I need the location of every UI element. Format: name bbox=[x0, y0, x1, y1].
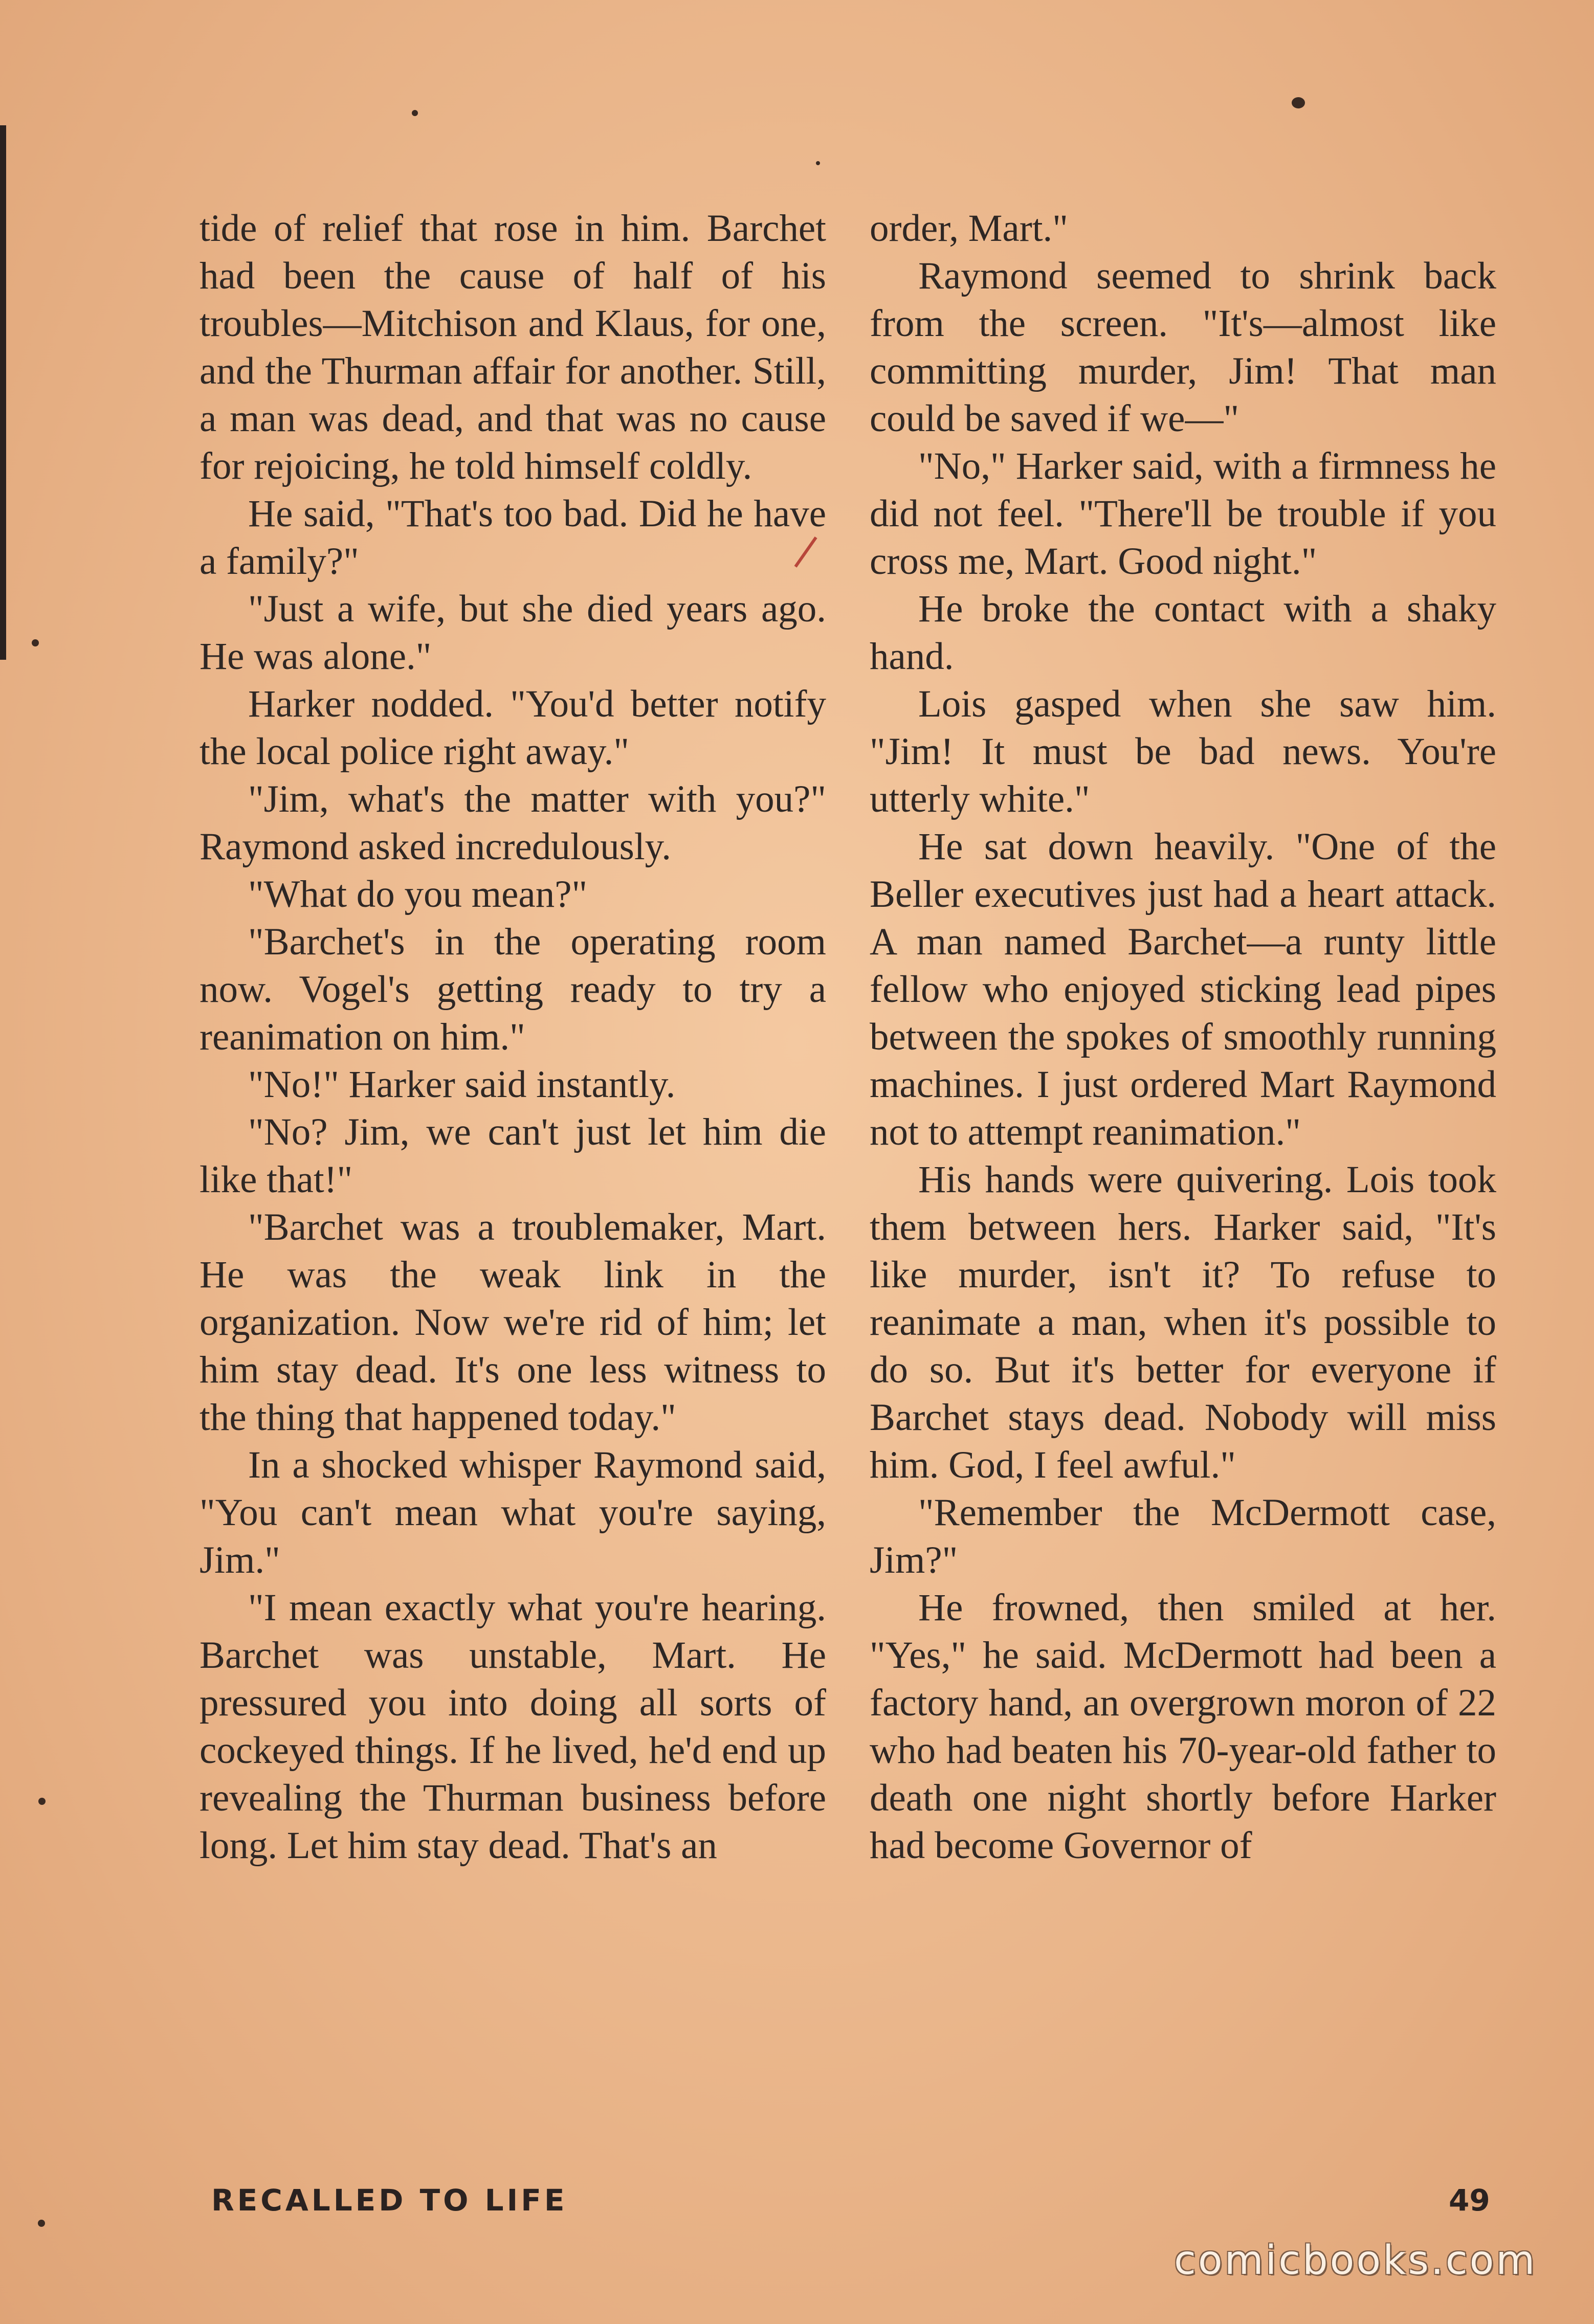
paragraph: order, Mart." bbox=[870, 207, 1068, 250]
watermark: comicbooks.com bbox=[1174, 2238, 1537, 2284]
paragraph: "Barchet was a troublemaker, Mart. He was the weak link in the organization. Now we're rid of him; let him stay dead. It's one less witness to the thing that happened today." bbox=[200, 1206, 826, 1439]
paragraph: "No," Harker said, with a firmness he did not feel. "There'll be trouble if you cross me, Mart. Good night." bbox=[870, 445, 1496, 583]
binding-edge bbox=[0, 125, 6, 660]
paragraph: "No!" Harker said instantly. bbox=[248, 1063, 676, 1106]
paragraph: Harker nodded. "You'd better notify the local police right away." bbox=[200, 683, 826, 773]
paragraph: Raymond seemed to shrink back from the screen. "It's—almost like committing murder, Jim! That man could be saved if we—" bbox=[870, 255, 1496, 440]
paper-speck bbox=[38, 1798, 46, 1805]
paragraph: "I mean exactly what you're hearing. Barchet was unstable, Mart. He pressured you into doing all sorts of cockeyed things. If he lived, he'd end up revealing the Thurman business before long. Let him stay dead. That's an bbox=[200, 1586, 826, 1867]
right-text-column bbox=[870, 205, 1496, 1869]
paragraph: His hands were quivering. Lois took them between hers. Harker said, "It's like murder, isn't it? To refuse to reanimate a man, when it's possible to do so. But it's better for everyone if Barchet stays dead. Nobody will miss him. God, I feel awful." bbox=[870, 1158, 1496, 1486]
paragraph: He frowned, then smiled at her. "Yes," he said. McDermott had been a factory hand, an overgrown moron of 22 who had beaten his 70-year-old father to death one night shortly before Harker had become Governor of bbox=[870, 1586, 1496, 1867]
running-footer-title: RECALLED TO LIFE bbox=[211, 2183, 568, 2218]
paper-speck bbox=[816, 161, 820, 165]
paragraph: He broke the contact with a shaky hand. bbox=[870, 588, 1496, 678]
paragraph: Lois gasped when she saw him. "Jim! It must be bad news. You're utterly white." bbox=[870, 683, 1496, 820]
paragraph: tide of relief that rose in him. Barchet had been the cause of half of his troubles—Mitchison and Klaus, for one, and the Thurman affair for another. Still, a man was dead, and that was no cause for rejoicing, he told himself coldly. bbox=[200, 207, 826, 487]
paper-speck bbox=[412, 110, 418, 116]
paper-speck bbox=[38, 2220, 45, 2227]
paragraph: "What do you mean?" bbox=[248, 873, 588, 915]
page-number: 49 bbox=[1449, 2183, 1490, 2218]
paragraph: "Remember the McDermott case, Jim?" bbox=[870, 1491, 1496, 1581]
paragraph: "No? Jim, we can't just let him die like that!" bbox=[200, 1111, 826, 1201]
paragraph: He sat down heavily. "One of the Beller executives just had a heart attack. A man named Barchet—a runty little fellow who enjoyed sticking lead pipes between the spokes of smoothly running machines. I just ordered Mart Raymond not to attempt reanimation." bbox=[870, 825, 1496, 1153]
paragraph: "Just a wife, but she died years ago. He was alone." bbox=[200, 588, 826, 678]
paragraph: In a shocked whisper Raymond said, "You can't mean what you're saying, Jim." bbox=[200, 1444, 826, 1581]
left-text-column bbox=[200, 205, 826, 1869]
paper-speck bbox=[32, 639, 39, 646]
paragraph: "Barchet's in the operating room now. Vogel's getting ready to try a reanimation on him." bbox=[200, 921, 826, 1058]
paragraph: He said, "That's too bad. Did he have a family?" bbox=[200, 493, 826, 583]
paragraph: "Jim, what's the matter with you?" Raymond asked incredulously. bbox=[200, 778, 826, 868]
paper-speck bbox=[1292, 97, 1305, 108]
